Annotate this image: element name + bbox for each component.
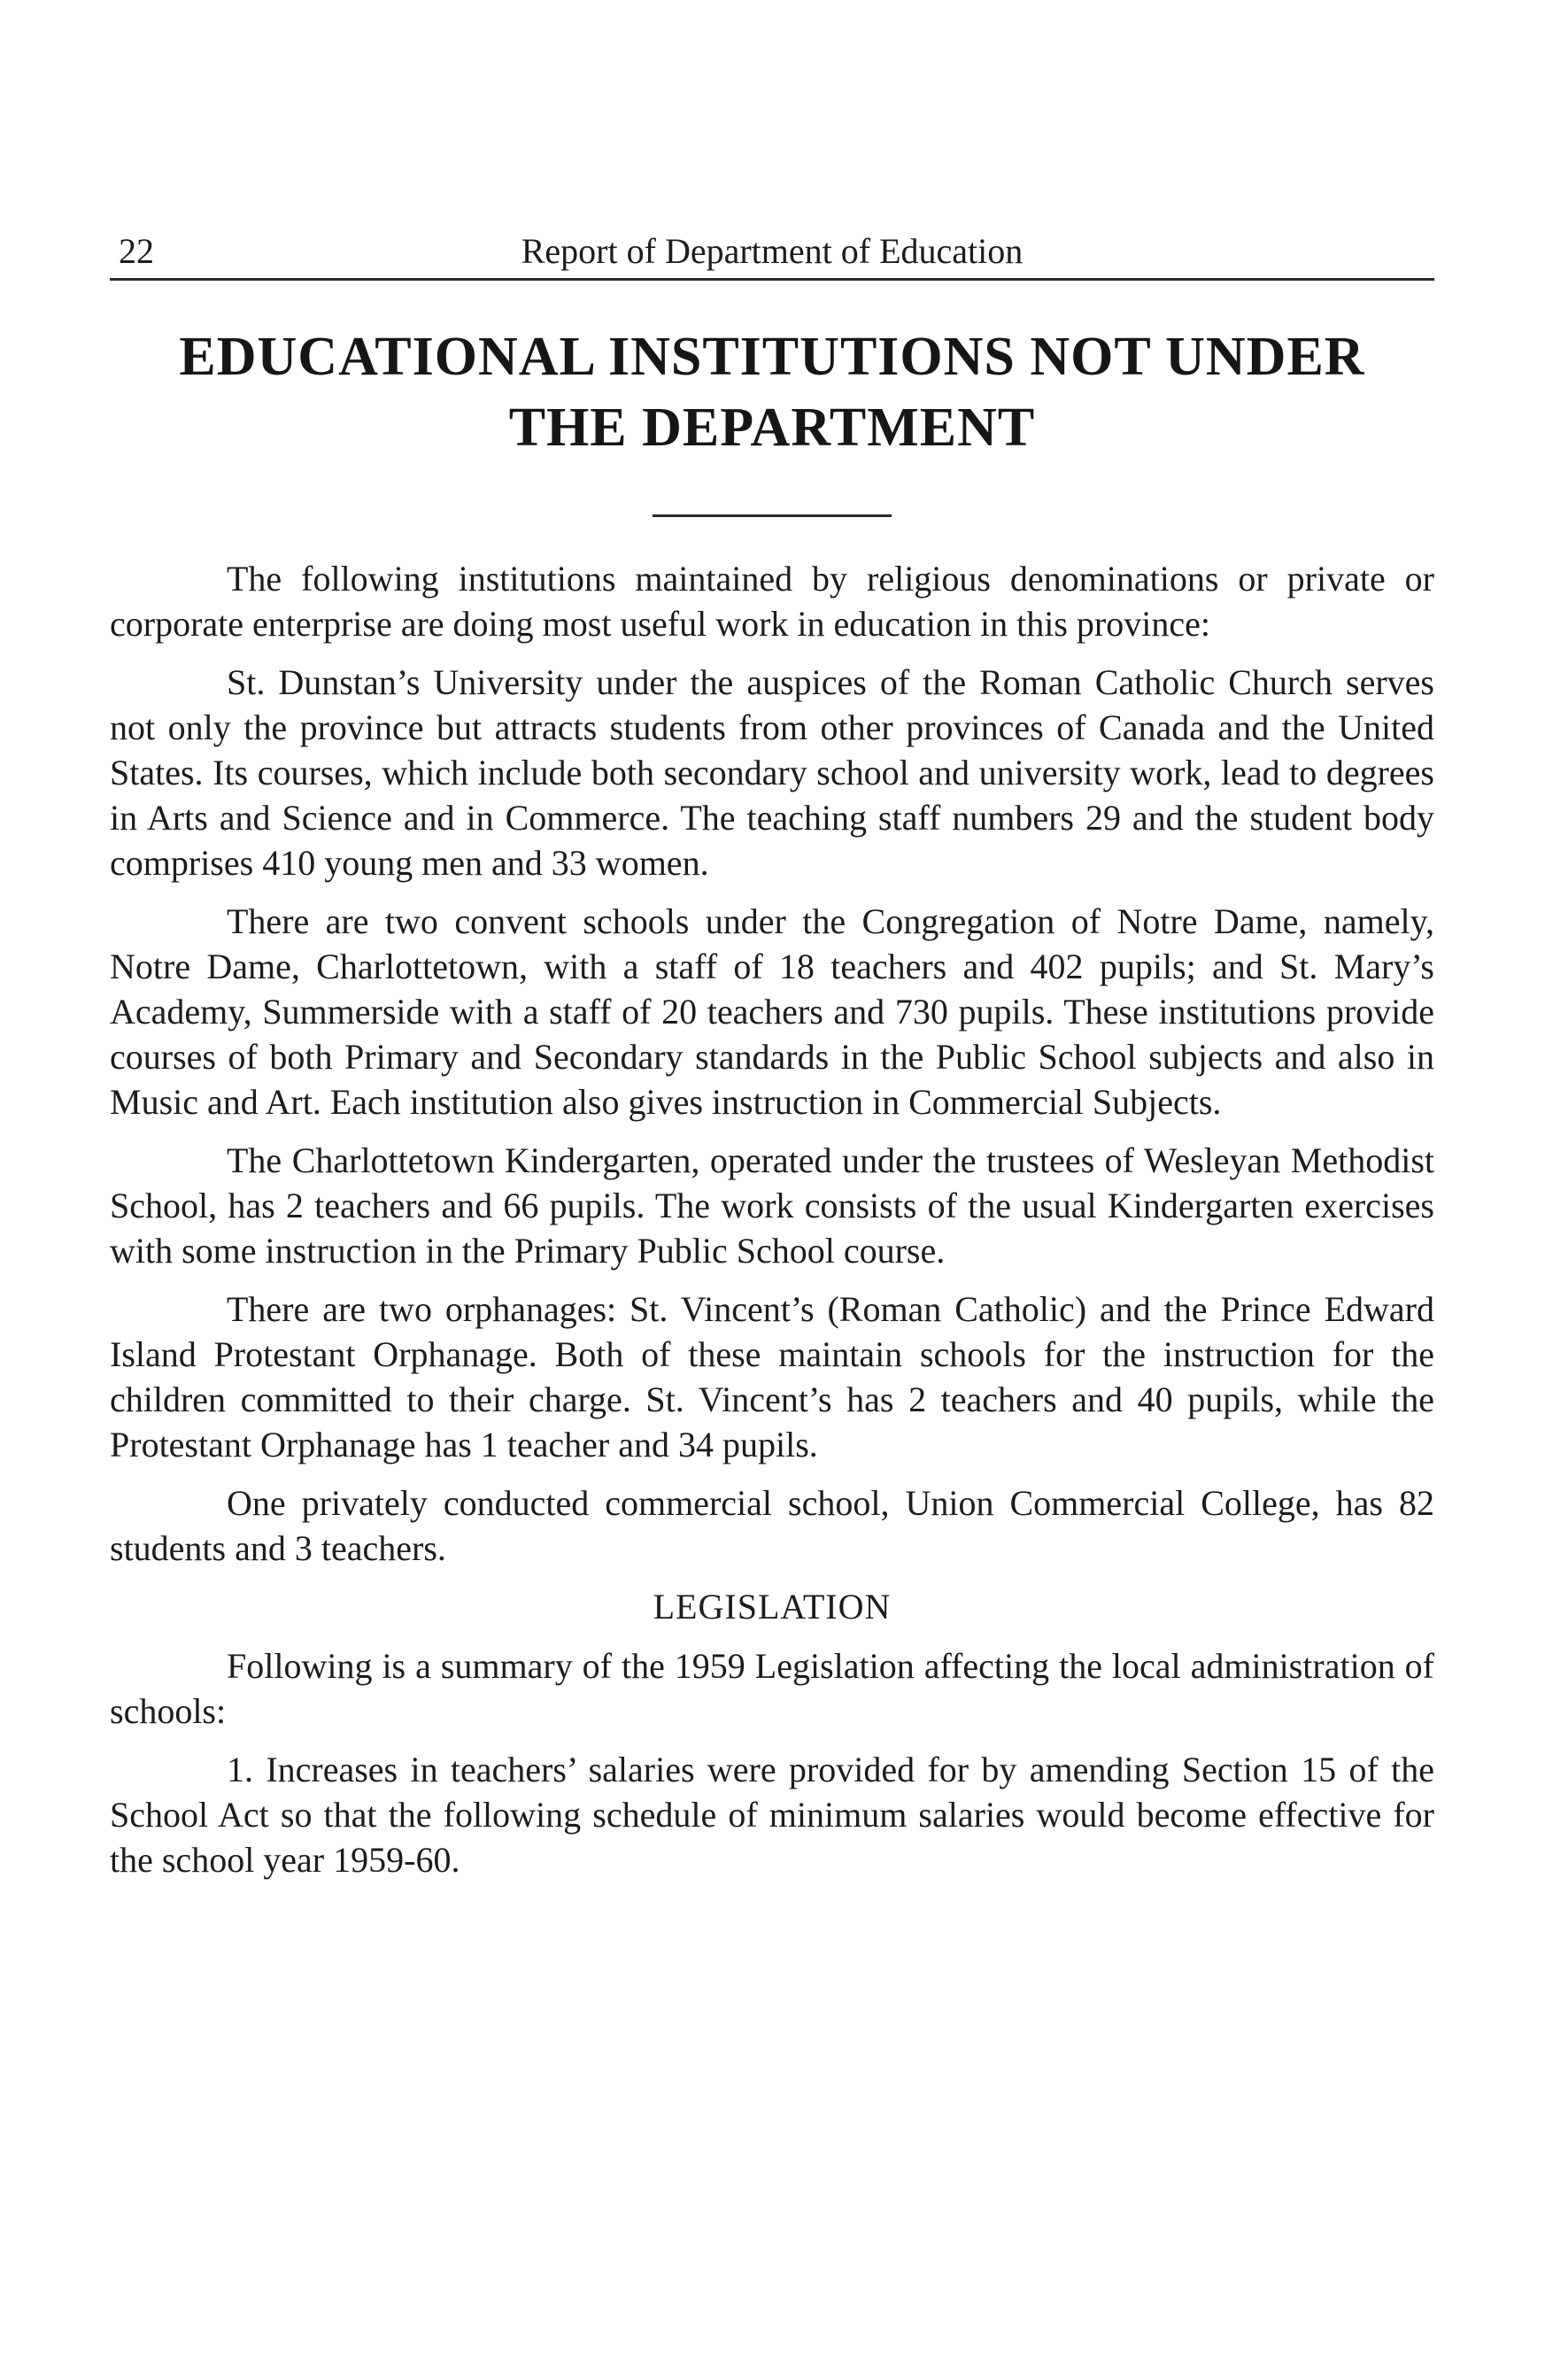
paragraph-legislation-summary: Following is a summary of the 1959 Legislation affecting the local administration of schools: [110, 1646, 1434, 1731]
page-number: 22 [119, 231, 154, 271]
legislation-heading: LEGISLATION [653, 1587, 892, 1627]
paragraph-salary-increase: 1. Increases in teachers’ salaries were provided for by amending Section 15 of the School Act so that the following schedule of minimum salaries would become effective for the school year 1959-60. [110, 1750, 1434, 1880]
paragraph-orphanages: There are two orphanages: St. Vincent’s (Roman Catholic) and the Prince Edward Island Protestant Orphanage. Both of these maintain schools for the instruction for the children committed to their charge. St. Vincent’s has 2 teachers and 40 pupils, while the Protestant Orphanage has 1 teacher and 34 pupils. [110, 1289, 1434, 1464]
chapter-title [110, 321, 1434, 463]
paragraph-st-dunstans: St. Dunstan’s University under the auspices of the Roman Catholic Church serves not only the province but attracts students from other provinces of Canada and the United States. Its courses, which include both secondary school and university work, lead to degrees in Arts and Science and in Commerce. The teaching staff numbers 29 and the student body comprises 410 young men and 33 women. [110, 662, 1434, 883]
chapter-title-line-1: EDUCATIONAL INSTITUTIONS NOT UNDER [179, 327, 1365, 387]
running-head [110, 212, 1434, 281]
paragraph-intro: The following institutions maintained by religious denominations or private or corporate enterprise are doing most useful work in education in this province: [110, 559, 1434, 644]
title-rule [653, 514, 892, 517]
running-title: Report of Department of Education [521, 231, 1024, 271]
paragraph-kindergarten: The Charlottetown Kindergarten, operated under the trustees of Wesleyan Methodist School, has 2 teachers and 66 pupils. The work consists of the usual Kindergarten exercises with some instruction in the Primary Public School course. [110, 1140, 1434, 1271]
paragraph-commercial-college: One privately conducted commercial school, Union Commercial College, has 82 students and 3 teachers. [110, 1483, 1434, 1568]
chapter-title-line-2: THE DEPARTMENT [508, 398, 1036, 458]
paragraph-convent-schools: There are two convent schools under the Congregation of Notre Dame, namely, Notre Dame, Charlottetown, with a staff of 18 teachers and 402 pupils; and St. Mary’s Academy, Summerside with a staff of 20 teachers and 730 pupils. These institutions provide courses of both Primary and Secondary standards in the Public School subjects and also in Music and Art. Each institution also gives instruction in Commercial Subjects. [110, 901, 1434, 1122]
body-text [110, 556, 1434, 1882]
document-page [110, 212, 1434, 1896]
